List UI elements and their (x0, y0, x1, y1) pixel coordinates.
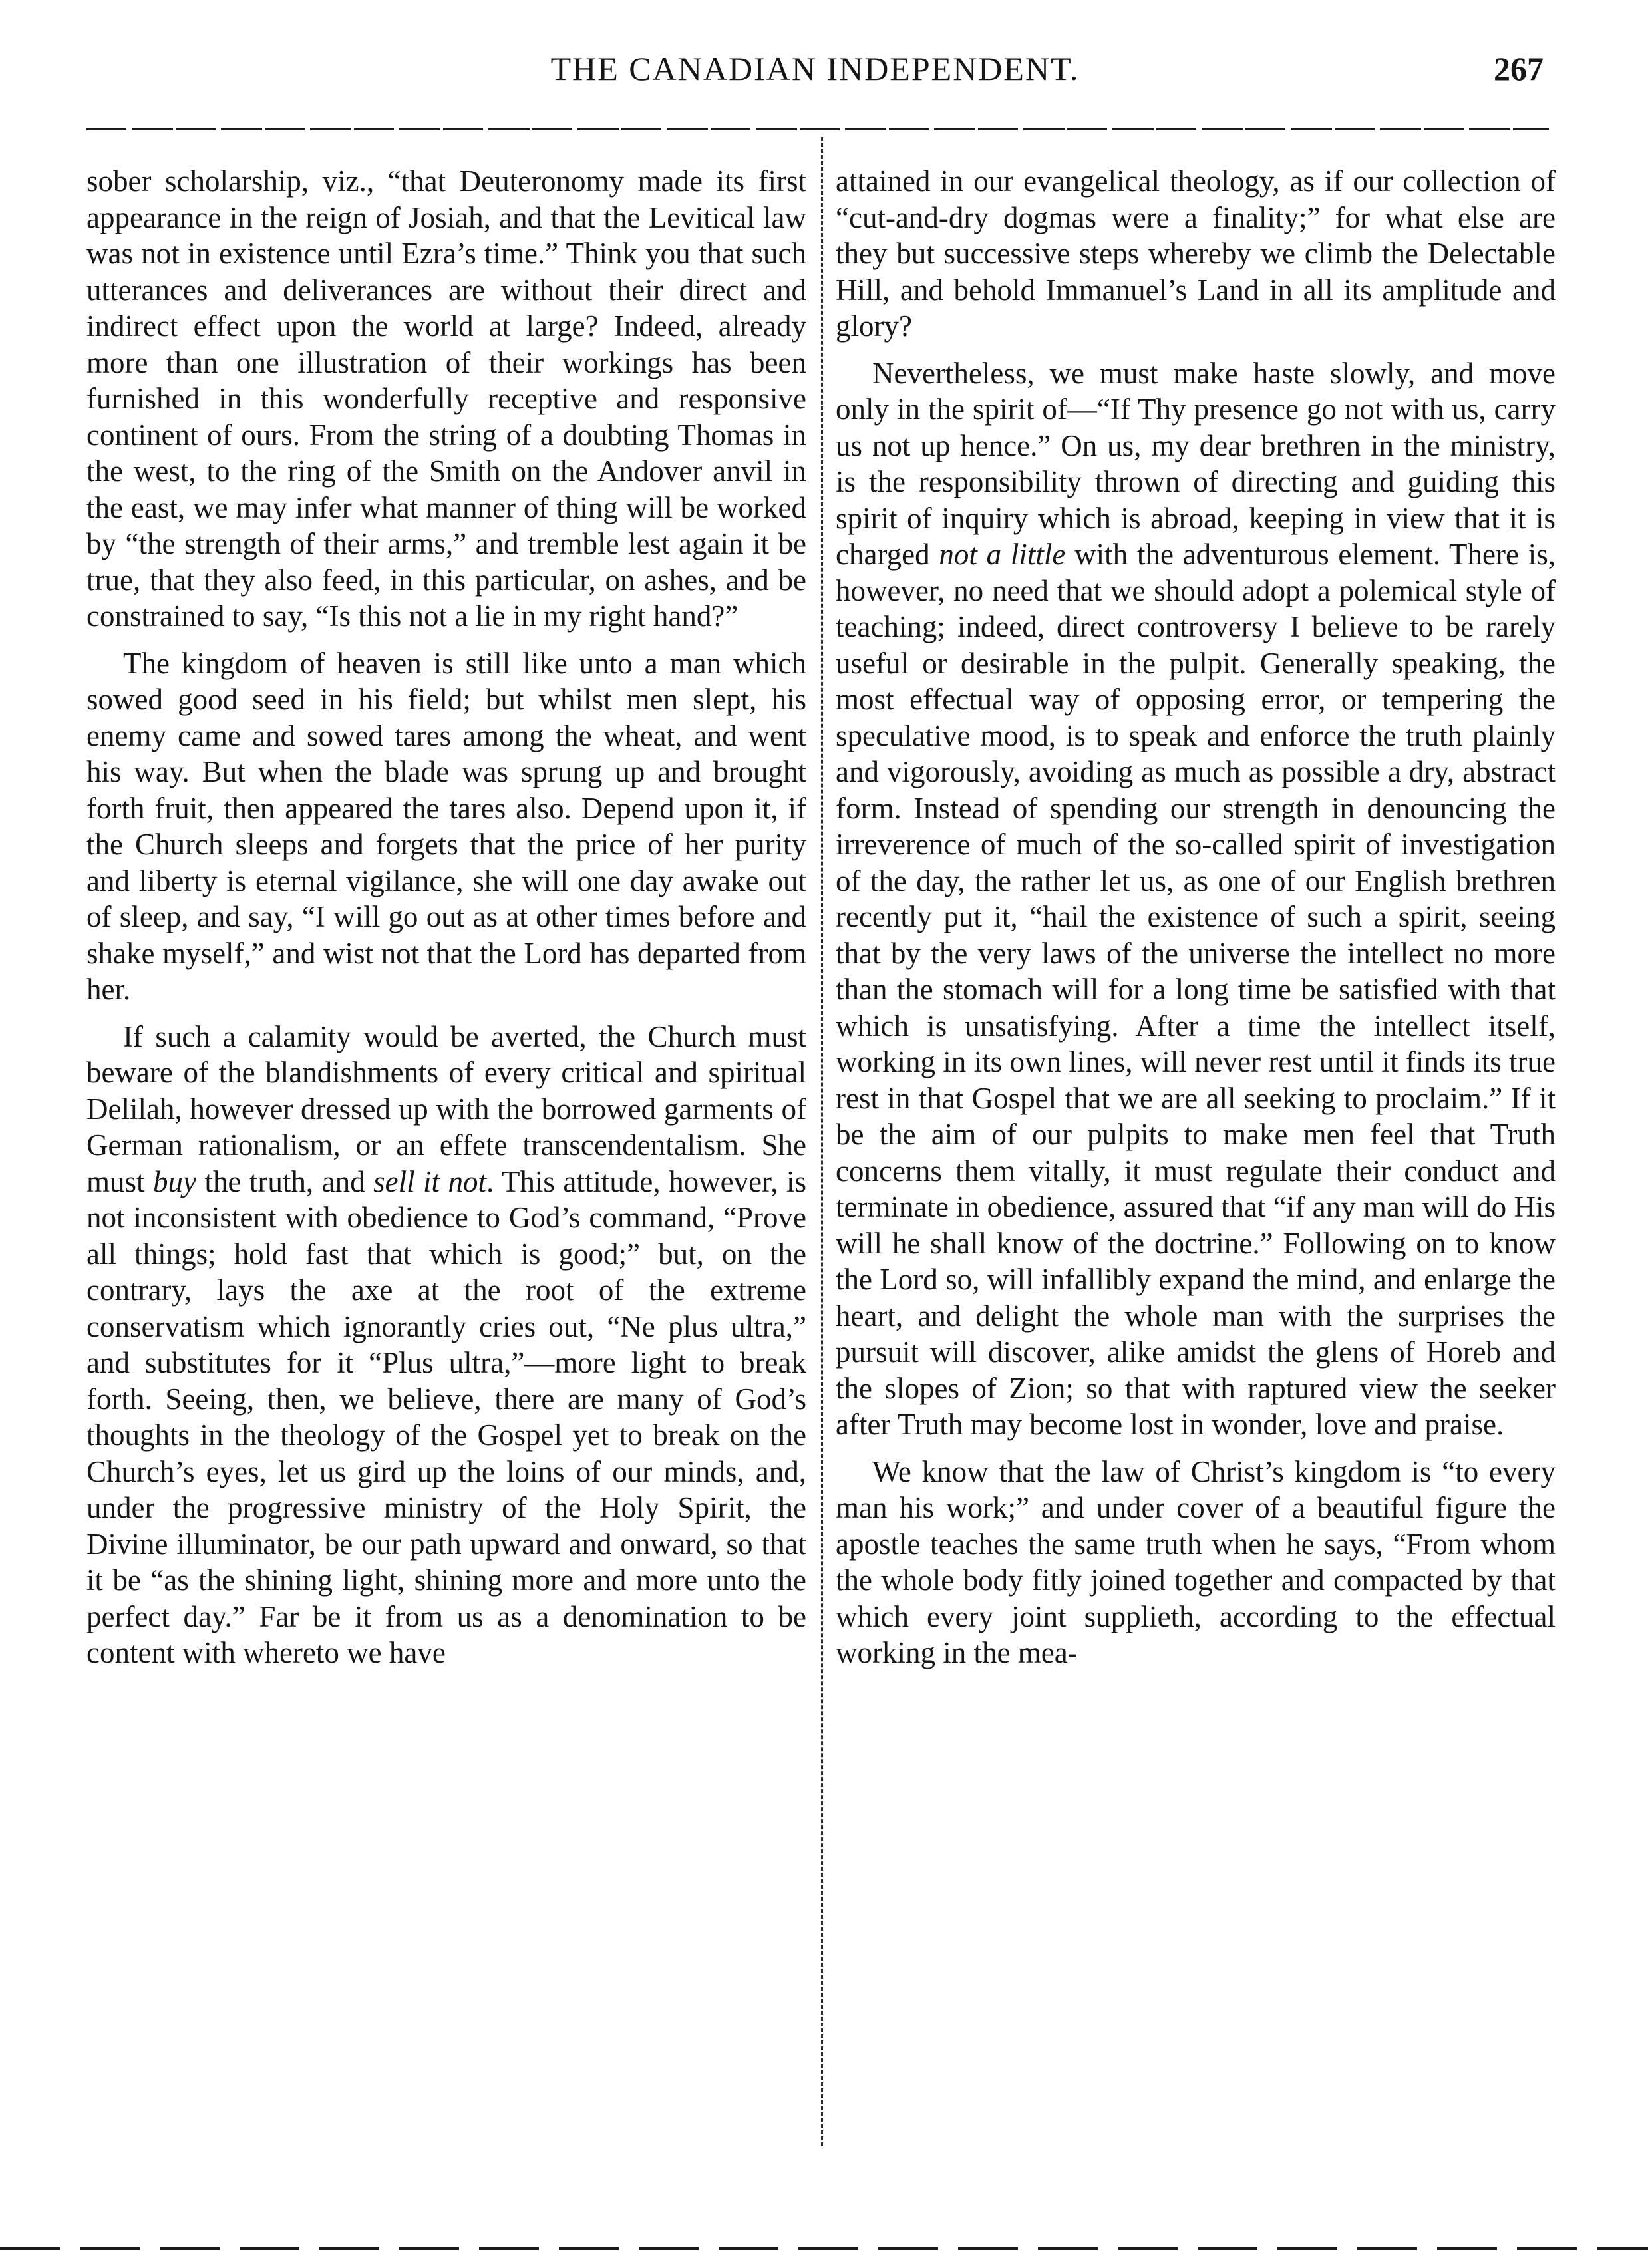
paragraph-text: . This attitude, however, is not inconsistent with obedience to God’s command, “Prove all things; hold fast that which is good;” but, on the contrary, lays the axe at the root of the extreme conservatism which ignorantly cries out, “Ne plus ultra,” and substitutes for it “Plus ultra,”—more light to break forth. Seeing, then, we believe, there are many of God’s thoughts in the theology of the Gospel yet to break on the Church’s eyes, let us gird up the loins of our minds, and, under the progressive ministry of the Holy Spirit, the Divine illuminator, be our path upward and onward, so that it be “as the shining light, shining more and more unto the perfect day.” Far be it from us as a denomination to be content with whereto we have (86, 1164, 806, 1669)
paragraph-text: If such a calamity would be averted, the Church must beware of the blandishments of every critical and spiritual Delilah, however dressed up with the borrowed garments of German rationalism, or an effete transcendentalism. She must (86, 1019, 806, 1198)
footer-rule (0, 2247, 1648, 2250)
emphasis-text: buy (153, 1164, 196, 1198)
column-divider (821, 137, 823, 2146)
paragraph: We know that the law of Christ’s kingdom is “to every man his work;” and under cover of a beautiful figure the apostle teaches the same truth when he says, “From whom the whole body fitly joined together and compacted by that which every joint supplieth, according to the effectual working in the mea- (836, 1454, 1556, 1669)
right-column (836, 163, 1556, 1682)
paragraph-text: the truth, and (196, 1164, 374, 1198)
paragraph: The kingdom of heaven is still like unto a man which sowed good seed in his field; but whilst men slept, his enemy came and sowed tares among the wheat, and went his way. But when the blade was sprung up and brought forth fruit, then appeared the tares also. Depend upon it, if the Church sleeps and forgets that the price of her purity and liberty is eternal vigilance, she will one day awake out of sleep, and say, “I will go out as at other times before and shake myself,” and wist not that the Lord has departed from her. (86, 646, 806, 1006)
paragraph (836, 355, 1556, 1443)
page-title: THE CANADIAN INDEPENDENT. (550, 50, 1080, 87)
page-number: 267 (1494, 50, 1544, 87)
paragraph-text: with the adventurous element. There is, however, no need that we should adopt a polemical style of teaching; indeed, direct controversy I believe to be rarely useful or desirable in the pulpit. Generally speaking, the most effectual way of opposing error, or tempering the speculative mood, is to speak and enforce the truth plainly and vigorously, avoiding as much as possible a dry, abstract form. Instead of spending our strength in denouncing the irreverence of much of the so-called spirit of investigation of the day, the rather let us, as one of our English brethren recently put it, “hail the existence of such a spirit, seeing that by the very laws of the universe the intellect no more than the stomach will for a long time be satisfied with that which is unsatisfying. After a time the intellect itself, working in its own lines, will never rest until it finds its true rest in that Gospel that we are all seeking to proclaim.” If it be the aim of our pulpits to make men feel that Truth concerns them vitally, it must regulate their conduct and terminate in obedience, assured that “if any man will do His will he shall know of the doctrine.” Following on to know the Lord so, will infallibly expand the mind, and enlarge the heart, and delight the whole man with the surprises the pursuit will discover, alike amidst the glens of Horeb and the slopes of Zion; so that with raptured view the seeker after Truth may become lost in wonder, love and praise. (836, 538, 1556, 1441)
left-column (86, 163, 806, 1682)
running-head (86, 43, 1544, 102)
paragraph: attained in our evangelical theology, as if our collection of “cut-and-dry dogmas were a finality;” for what else are they but successive steps whereby we climb the Delectable Hill, and behold Immanuel’s Land in all its amplitude and glory? (836, 164, 1556, 343)
emphasis-text: sell it not (373, 1164, 487, 1198)
emphasis-text: not a little (939, 538, 1066, 571)
header-rule (86, 128, 1549, 130)
paragraph-text: Nevertheless, we must make haste slowly, and move only in the spirit of—“If Thy presence go not with us, carry us not up hence.” On us, my dear brethren in the ministry, is the responsibility thrown of directing and guiding this spirit of inquiry which is abroad, keeping in view that it is charged (836, 356, 1556, 571)
paragraph (86, 1019, 806, 1671)
paragraph: sober scholarship, viz., “that Deuteronomy made its first appearance in the reign of Josiah, and that the Levitical law was not in existence until Ezra’s time.” Think you that such utterances and deliverances are without their direct and indirect effect upon the world at large? Indeed, already more than one illustration of their workings has been furnished in this wonderfully receptive and responsive continent of ours. From the string of a doubting Thomas in the west, to the ring of the Smith on the Andover anvil in the east, we may infer what manner of thing will be worked by “the strength of their arms,” and tremble lest again it be true, that they also feed, in this particular, on ashes, and be constrained to say, “Is this not a lie in my right hand?” (86, 164, 806, 633)
